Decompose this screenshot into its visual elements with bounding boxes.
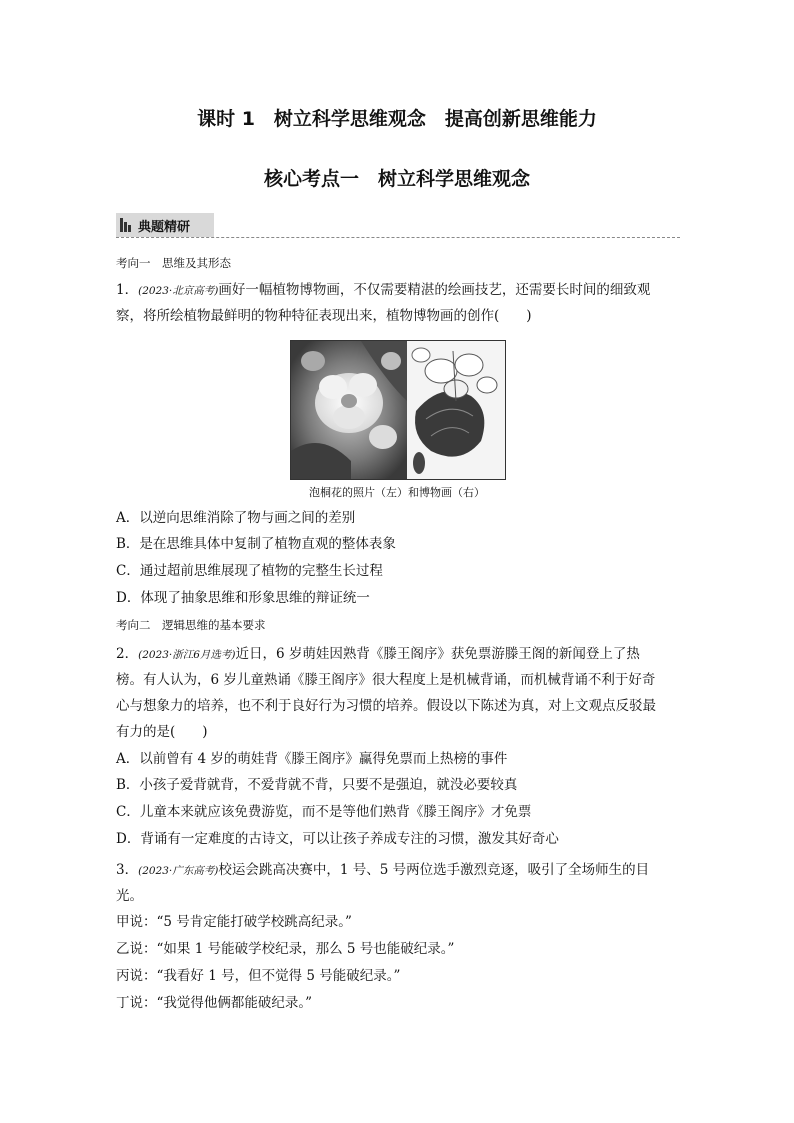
question-1-option-b: B．是在思维具体中复制了植物直观的整体表象 — [116, 536, 396, 552]
question-2-text: 近日，6 岁萌娃因熟背《滕王阁序》获免票游滕王阁的新闻登上了热 — [235, 646, 640, 662]
paulownia-figure — [290, 340, 506, 480]
direction-heading-1: 考向一 思维及其形态 — [116, 256, 231, 270]
question-3-text: 校运会跳高决赛中，1 号、5 号两位选手激烈竞逐，吸引了全场师生的目 — [218, 862, 650, 878]
paulownia-image — [291, 341, 505, 479]
question-2-number: 2． — [116, 646, 139, 662]
question-3-statement-1: 甲说：“5 号肯定能打破学校跳高纪录。” — [116, 914, 352, 930]
question-1-option-c: C．通过超前思维展现了植物的完整生长过程 — [116, 563, 383, 579]
bar-chart-icon — [120, 218, 132, 232]
page-title: 课时 1 树立科学思维观念 提高创新思维能力 — [197, 108, 597, 130]
section-label-text: 典题精研 — [138, 219, 191, 235]
section-label — [116, 213, 214, 237]
question-2-line-4: 有力的是( ) — [116, 724, 208, 740]
figure-caption: 泡桐花的照片（左）和博物画（右） — [309, 486, 485, 499]
question-1-text: 画好一幅植物博物画，不仅需要精湛的绘画技艺，还需要长时间的细致观 — [218, 282, 651, 298]
question-3-line-2: 光。 — [116, 888, 143, 904]
question-1-line-1 — [116, 280, 682, 301]
question-3-statement-3: 丙说：“我看好 1 号，但不觉得 5 号能破纪录。” — [116, 968, 401, 984]
question-2-option-c: C．儿童本来就应该免费游览，而不是等他们熟背《滕王阁序》才免票 — [116, 804, 532, 820]
question-1-option-d: D．体现了抽象思维和形象思维的辩证统一 — [116, 590, 370, 606]
question-2-option-d: D．背诵有一定难度的古诗文，可以让孩子养成专注的习惯，激发其好奇心 — [116, 831, 559, 847]
question-1-source: (2023·北京高考) — [138, 285, 219, 297]
question-2-line-3: 心与想象力的培养，也不利于良好行为习惯的培养。假设以下陈述为真，对上文观点反驳最 — [116, 698, 656, 714]
question-2-option-a: A．以前曾有 4 岁的萌娃背《滕王阁序》赢得免票而上热榜的事件 — [116, 751, 508, 767]
question-2-option-b: B．小孩子爱背就背，不爱背就不背，只要不是强迫，就没必要较真 — [116, 777, 518, 793]
direction-heading-2: 考向二 逻辑思维的基本要求 — [116, 618, 266, 632]
question-3-source: (2023·广东高考) — [138, 865, 219, 877]
section-divider — [116, 237, 680, 238]
question-2-line-2: 榜。有人认为，6 岁儿童熟诵《滕王阁序》很大程度上是机械背诵，而机械背诵不利于好奇 — [116, 672, 656, 688]
question-1-option-a: A．以逆向思维消除了物与画之间的差别 — [116, 510, 356, 526]
question-3-line-1 — [116, 860, 682, 881]
question-1-number: 1． — [116, 282, 139, 298]
question-1-line-2: 察，将所绘植物最鲜明的物种特征表现出来，植物博物画的创作( ) — [116, 308, 532, 324]
question-3-number: 3． — [116, 862, 139, 878]
section-title: 核心考点一 树立科学思维观念 — [263, 168, 530, 190]
question-2-line-1 — [116, 644, 682, 665]
question-3-statement-4: 丁说：“我觉得他俩都能破纪录。” — [116, 995, 313, 1011]
question-3-statement-2: 乙说：“如果 1 号能破学校纪录，那么 5 号也能破纪录。” — [116, 941, 455, 957]
question-2-source: (2023·浙江6月选考) — [138, 649, 236, 661]
